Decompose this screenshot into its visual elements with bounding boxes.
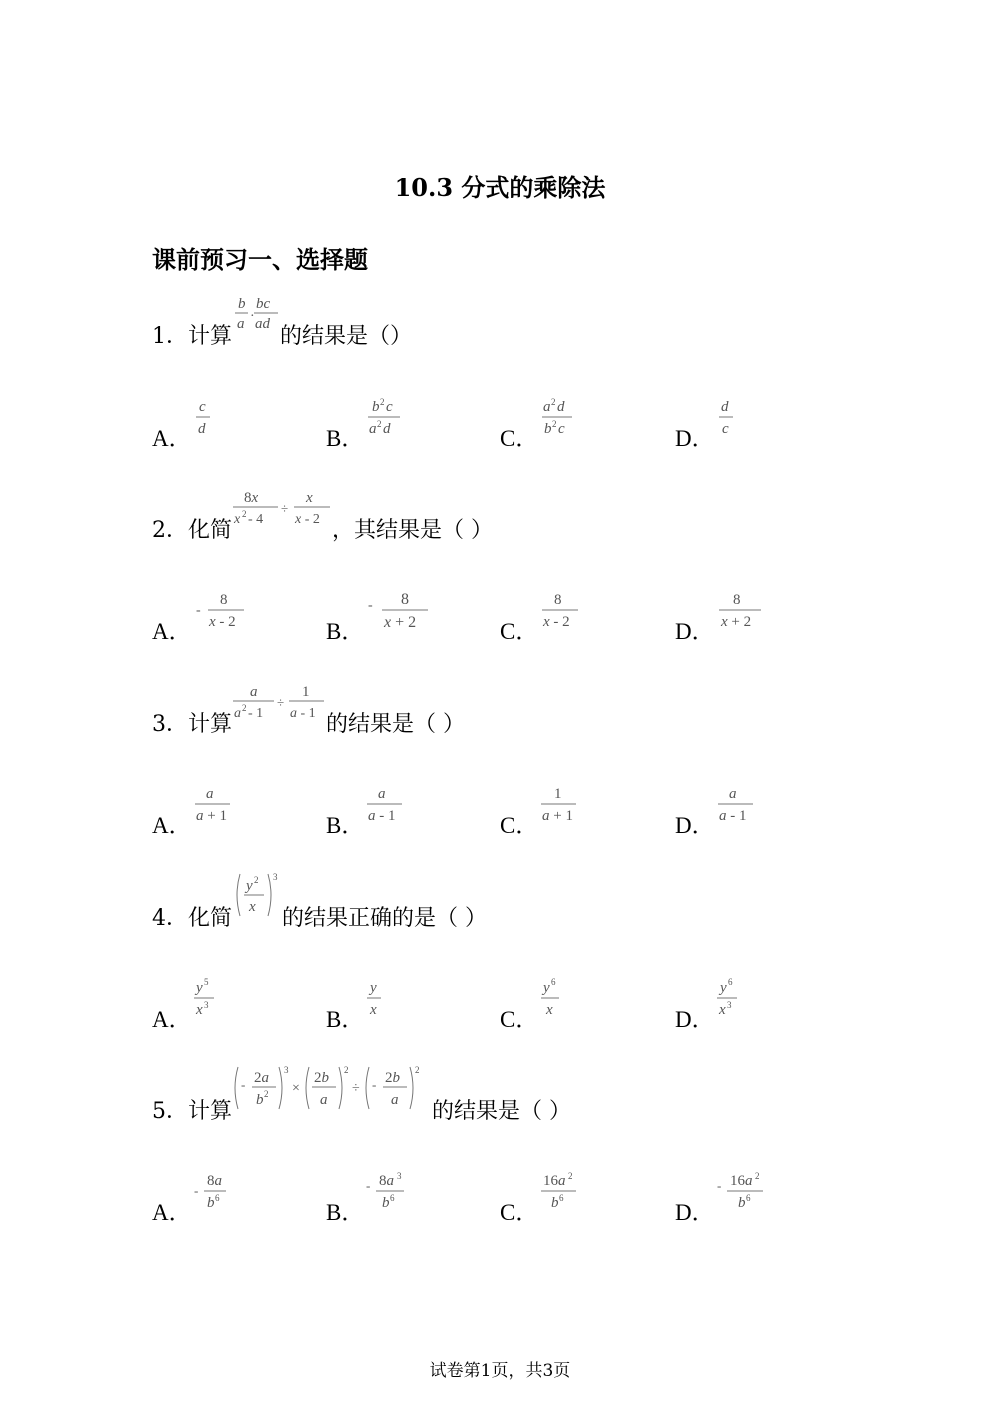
question-2-prefix: 2．化简 — [152, 518, 232, 543]
svg-text:2: 2 — [377, 419, 382, 429]
q3-option-b-fraction — [364, 783, 408, 833]
svg-text:-: - — [368, 598, 374, 613]
q2-option-c-fraction — [538, 589, 586, 639]
svg-text:x: x — [546, 1002, 554, 1018]
svg-text:16a: 16a — [543, 1173, 566, 1189]
svg-text:a: a — [237, 316, 245, 332]
svg-text:6: 6 — [559, 1193, 564, 1203]
q3-option-c[interactable]: C． 1 a + 1 — [500, 789, 582, 839]
svg-text:d: d — [383, 421, 391, 437]
svg-text:x - 2: x - 2 — [543, 614, 571, 630]
q2-option-b-fraction — [364, 589, 434, 639]
svg-text:3: 3 — [273, 872, 278, 882]
svg-text:a: a — [543, 399, 551, 415]
svg-text:d: d — [720, 399, 729, 415]
svg-text:a + 1: a + 1 — [542, 808, 574, 824]
svg-text:-: - — [366, 1178, 371, 1193]
svg-text:a: a — [205, 786, 214, 802]
svg-text:3: 3 — [284, 1065, 289, 1075]
svg-text:-: - — [241, 1077, 246, 1092]
q1-option-b-fraction — [364, 396, 404, 446]
q4-option-d[interactable]: D． y 6 x 3 — [675, 983, 743, 1033]
svg-text:a - 1: a - 1 — [290, 706, 316, 721]
question-1-prefix: 1．计算 — [152, 324, 232, 349]
q4-option-a[interactable]: A． y 5 x 3 — [152, 983, 220, 1033]
svg-text:c: c — [198, 399, 206, 415]
q1-option-d-fraction — [715, 396, 739, 446]
svg-text:x: x — [370, 1002, 378, 1018]
q5-option-c-fraction — [538, 1170, 584, 1220]
svg-text:6: 6 — [214, 1193, 220, 1203]
q5-option-a-fraction — [192, 1170, 234, 1220]
question-2-suffix: ，其结果是（ ） — [332, 518, 493, 543]
svg-text:5: 5 — [203, 977, 209, 987]
svg-text:8a: 8a — [379, 1173, 395, 1189]
svg-text:1: 1 — [554, 786, 562, 802]
svg-text:b: b — [382, 1195, 390, 1211]
svg-text:×: × — [292, 1081, 300, 1096]
svg-text:8a: 8a — [206, 1173, 222, 1189]
question-1-suffix: 的结果是（） — [280, 324, 413, 349]
q1-option-a[interactable]: A． c d — [152, 402, 216, 452]
svg-text:a - 1: a - 1 — [718, 808, 747, 824]
question-1-expression — [232, 292, 280, 344]
svg-text:2: 2 — [754, 1171, 760, 1181]
question-5-prefix: 5．计算 — [152, 1099, 232, 1124]
svg-text:2: 2 — [242, 509, 247, 519]
svg-text:3: 3 — [397, 1171, 402, 1181]
page-footer: 试卷第1页，共3页 — [429, 1361, 571, 1381]
q5-option-b[interactable]: B． - 8a 3 b 6 — [326, 1176, 412, 1226]
q1-option-c[interactable]: C． a 2 d b 2 c — [500, 402, 578, 452]
q5-option-a[interactable]: A． - 8a b 6 — [152, 1176, 234, 1226]
question-4 — [152, 872, 487, 932]
svg-text:a - 1: a - 1 — [368, 808, 396, 824]
svg-text:2: 2 — [242, 703, 247, 713]
q2-option-a-fraction — [192, 589, 252, 639]
svg-text:8: 8 — [554, 592, 562, 608]
svg-text:y: y — [195, 980, 203, 996]
svg-text:6: 6 — [551, 977, 556, 987]
svg-text:x: x — [306, 490, 313, 506]
q4-option-b[interactable]: B． y x — [326, 983, 388, 1033]
svg-text:-: - — [716, 1178, 721, 1193]
svg-text:bc: bc — [256, 296, 271, 312]
svg-text:b: b — [551, 1195, 559, 1211]
q5-option-c[interactable]: C． 16a 2 b 6 — [500, 1176, 584, 1226]
svg-text:x - 2: x - 2 — [295, 512, 320, 527]
svg-text:2: 2 — [254, 875, 259, 885]
svg-text:b: b — [372, 399, 380, 415]
question-5 — [152, 1065, 571, 1125]
svg-text:2: 2 — [552, 419, 557, 429]
svg-text:2b: 2b — [385, 1070, 400, 1086]
svg-text:3: 3 — [726, 1000, 732, 1010]
question-2 — [152, 490, 493, 544]
svg-text:2b: 2b — [314, 1070, 329, 1086]
svg-text:b: b — [256, 1092, 264, 1108]
svg-text:a: a — [391, 1092, 399, 1108]
svg-text:-: - — [195, 603, 201, 618]
svg-text:8: 8 — [401, 591, 410, 608]
svg-text:6: 6 — [745, 1193, 751, 1203]
q4-option-a-fraction — [192, 977, 220, 1027]
svg-text:2a: 2a — [254, 1070, 269, 1086]
svg-text:x - 2: x - 2 — [208, 614, 236, 630]
q5-option-d-fraction — [715, 1170, 771, 1220]
svg-text:3: 3 — [203, 1000, 209, 1010]
question-1 — [152, 296, 413, 350]
q3-option-a[interactable]: A． a a + 1 — [152, 789, 236, 839]
question-3 — [152, 684, 465, 738]
q5-option-d[interactable]: D． - 16a 2 b 6 — [675, 1176, 771, 1226]
svg-text:8: 8 — [219, 592, 228, 608]
q2-option-d[interactable]: D． 8 x + 2 — [675, 595, 767, 645]
q2-option-a[interactable]: A． - 8 x - 2 — [152, 595, 252, 645]
svg-text:-: - — [193, 1183, 198, 1198]
q4-option-c-fraction — [538, 977, 566, 1027]
q3-option-d-fraction — [715, 783, 759, 833]
svg-text:a: a — [234, 706, 241, 721]
q4-option-c[interactable]: C． y 6 x — [500, 983, 566, 1033]
page-title: 10.3 分式的乘除法 — [394, 173, 606, 202]
svg-text:ad: ad — [255, 316, 270, 332]
svg-text:b: b — [737, 1195, 746, 1211]
question-5-expression — [232, 1063, 432, 1119]
svg-text:÷: ÷ — [281, 501, 289, 516]
svg-text:6: 6 — [390, 1193, 395, 1203]
q1-option-c-fraction — [538, 396, 578, 446]
svg-text:a: a — [320, 1092, 328, 1108]
question-3-suffix: 的结果是（ ） — [326, 712, 465, 737]
question-4-prefix: 4．化简 — [152, 906, 232, 931]
svg-text:2: 2 — [380, 397, 385, 407]
svg-text:2: 2 — [264, 1089, 269, 1099]
svg-text:÷: ÷ — [277, 695, 285, 710]
svg-text:8x: 8x — [244, 490, 259, 506]
svg-text:b: b — [238, 296, 246, 312]
svg-text:x + 2: x + 2 — [720, 614, 751, 630]
svg-text:- 4: - 4 — [248, 512, 264, 527]
svg-text:-: - — [372, 1077, 377, 1092]
svg-text:c: c — [558, 421, 566, 437]
svg-text:x: x — [249, 899, 256, 915]
svg-text:2: 2 — [415, 1065, 420, 1075]
svg-text:a: a — [728, 786, 737, 802]
svg-text:÷: ÷ — [352, 1081, 360, 1096]
question-4-suffix: 的结果正确的是（ ） — [282, 906, 487, 931]
svg-text:y: y — [543, 980, 551, 996]
svg-text:- 1: - 1 — [248, 706, 264, 721]
question-4-expression — [232, 870, 282, 926]
q3-option-b[interactable]: B． a a - 1 — [326, 789, 408, 839]
svg-text:·: · — [250, 309, 255, 324]
q1-option-a-fraction — [192, 396, 216, 446]
svg-text:b: b — [544, 421, 552, 437]
section-heading: 课前预习一、选择题 — [152, 246, 368, 274]
question-3-prefix: 3．计算 — [152, 712, 232, 737]
svg-text:a: a — [378, 786, 386, 802]
svg-text:2: 2 — [568, 1171, 573, 1181]
svg-text:c: c — [386, 399, 394, 415]
q3-option-a-fraction — [192, 783, 236, 833]
q1-option-d[interactable]: D． d c — [675, 402, 739, 452]
svg-text:x: x — [195, 1002, 203, 1018]
question-2-expression — [232, 486, 332, 538]
svg-text:d: d — [197, 421, 206, 437]
svg-text:a + 1: a + 1 — [195, 808, 227, 824]
svg-text:a: a — [250, 684, 258, 700]
svg-text:2: 2 — [551, 397, 556, 407]
q2-option-c[interactable]: C． 8 x - 2 — [500, 595, 586, 645]
q3-option-c-fraction — [538, 783, 582, 833]
q4-option-b-fraction — [364, 977, 388, 1027]
svg-text:2: 2 — [344, 1065, 349, 1075]
q2-option-d-fraction — [715, 589, 767, 639]
svg-text:6: 6 — [727, 977, 733, 987]
q4-option-d-fraction — [715, 977, 743, 1027]
svg-text:16a: 16a — [729, 1173, 753, 1189]
q5-option-b-fraction — [364, 1170, 412, 1220]
svg-text:y: y — [370, 980, 378, 996]
question-3-expression — [232, 680, 326, 732]
svg-text:c: c — [721, 421, 729, 437]
svg-text:a: a — [369, 421, 377, 437]
svg-text:b: b — [206, 1195, 215, 1211]
svg-text:x: x — [234, 512, 241, 527]
svg-text:x: x — [718, 1002, 726, 1018]
svg-text:8: 8 — [732, 592, 741, 608]
q2-option-b[interactable]: B． - 8 x + 2 — [326, 595, 434, 645]
svg-text:d: d — [557, 399, 565, 415]
svg-text:1: 1 — [302, 684, 310, 700]
question-5-suffix: 的结果是（ ） — [432, 1099, 571, 1124]
svg-text:x + 2: x + 2 — [384, 614, 417, 631]
q1-option-b[interactable]: B． b 2 c a 2 d — [326, 402, 404, 452]
svg-text:y: y — [719, 980, 727, 996]
svg-text:y: y — [246, 878, 253, 894]
q3-option-d[interactable]: D． a a - 1 — [675, 789, 759, 839]
